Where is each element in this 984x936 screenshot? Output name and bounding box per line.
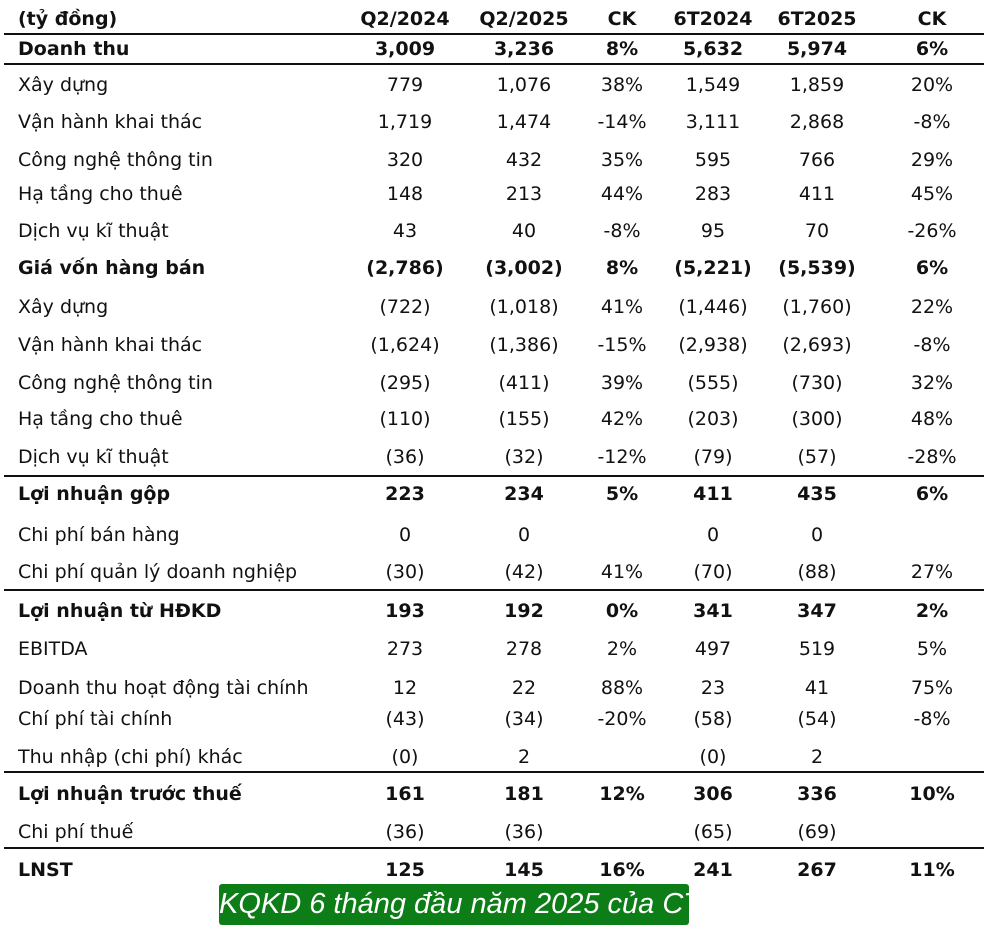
row-value: (555) bbox=[687, 372, 739, 394]
column-header-6t2024: 6T2024 bbox=[673, 8, 753, 30]
table-row bbox=[0, 70, 984, 100]
row-value: 70 bbox=[804, 220, 830, 242]
row-label: Hạ tầng cho thuê bbox=[18, 408, 183, 430]
table-row bbox=[0, 634, 984, 664]
row-value: (1,386) bbox=[489, 334, 559, 356]
row-value: 267 bbox=[797, 859, 837, 881]
row-value: 0 bbox=[810, 524, 824, 546]
row-value bbox=[872, 742, 984, 772]
column-header-q2-2025: Q2/2025 bbox=[479, 8, 569, 30]
row-value: 341 bbox=[693, 600, 733, 622]
row-value: (36) bbox=[385, 446, 425, 468]
row-value: (88) bbox=[797, 561, 837, 583]
divider bbox=[4, 589, 984, 591]
row-value: -12% bbox=[597, 446, 647, 468]
row-value: 3,009 bbox=[374, 38, 436, 60]
table-row bbox=[0, 557, 984, 587]
row-label: Lợi nhuận gộp bbox=[18, 483, 171, 505]
table-row bbox=[0, 479, 984, 509]
row-value: 223 bbox=[385, 483, 425, 505]
row-label: Chi phí thuế bbox=[18, 821, 134, 843]
row-value: 16% bbox=[599, 859, 645, 881]
row-label: Doanh thu bbox=[18, 38, 130, 60]
row-value: 2 bbox=[517, 746, 531, 768]
row-value: 241 bbox=[693, 859, 733, 881]
row-value: 23 bbox=[700, 677, 726, 699]
row-value: -26% bbox=[907, 220, 957, 242]
row-value: (30) bbox=[385, 561, 425, 583]
row-value: 29% bbox=[910, 149, 954, 171]
row-value: 41% bbox=[600, 561, 644, 583]
row-label: Chí phí tài chính bbox=[18, 708, 173, 730]
divider bbox=[4, 63, 984, 65]
row-value: 1,859 bbox=[789, 74, 845, 96]
row-value: 779 bbox=[386, 74, 424, 96]
row-value: (2,938) bbox=[678, 334, 748, 356]
row-value: (300) bbox=[791, 408, 843, 430]
row-value: 278 bbox=[505, 638, 543, 660]
row-value: -8% bbox=[913, 708, 951, 730]
row-label: Công nghệ thông tin bbox=[18, 149, 213, 171]
row-value: 38% bbox=[600, 74, 644, 96]
row-value: -8% bbox=[913, 111, 951, 133]
row-value: 10% bbox=[909, 783, 955, 805]
row-label: Lợi nhuận từ HĐKD bbox=[18, 600, 222, 622]
row-value: 12% bbox=[599, 783, 645, 805]
row-value: (5,221) bbox=[674, 257, 752, 279]
row-value: 519 bbox=[798, 638, 836, 660]
row-value: (203) bbox=[687, 408, 739, 430]
row-value: 2,868 bbox=[789, 111, 845, 133]
row-value: -28% bbox=[907, 446, 957, 468]
row-value: (155) bbox=[498, 408, 550, 430]
row-value: 39% bbox=[600, 372, 644, 394]
row-value: 0 bbox=[706, 524, 720, 546]
row-label: Dịch vụ kĩ thuật bbox=[18, 220, 169, 242]
row-label: Chi phí bán hàng bbox=[18, 524, 180, 546]
row-label: Doanh thu hoạt động tài chính bbox=[18, 677, 309, 699]
row-label: Công nghệ thông tin bbox=[18, 372, 213, 394]
row-value: 1,076 bbox=[496, 74, 552, 96]
row-value: 8% bbox=[605, 257, 639, 279]
row-value: (1,446) bbox=[678, 296, 748, 318]
row-value: (411) bbox=[498, 372, 550, 394]
row-value: 6% bbox=[915, 483, 949, 505]
table-row bbox=[0, 107, 984, 137]
row-value: (69) bbox=[797, 821, 837, 843]
row-value: (0) bbox=[699, 746, 727, 768]
row-value: (36) bbox=[385, 821, 425, 843]
table-row bbox=[0, 292, 984, 322]
row-value: -14% bbox=[597, 111, 647, 133]
row-value: 45% bbox=[910, 183, 954, 205]
row-value: (2,693) bbox=[782, 334, 852, 356]
row-value: 32% bbox=[910, 372, 954, 394]
row-value: (58) bbox=[693, 708, 733, 730]
row-value: 95 bbox=[700, 220, 726, 242]
row-value: 35% bbox=[600, 149, 644, 171]
row-value: (1,760) bbox=[782, 296, 852, 318]
row-value: 75% bbox=[910, 677, 954, 699]
row-value: 1,474 bbox=[496, 111, 552, 133]
table-row bbox=[0, 673, 984, 703]
column-header-ck-halfyear: CK bbox=[917, 8, 947, 30]
row-label: Xây dựng bbox=[18, 296, 109, 318]
row-value: 3,236 bbox=[493, 38, 555, 60]
row-value: (65) bbox=[693, 821, 733, 843]
row-value: (5,539) bbox=[778, 257, 856, 279]
row-label: Xây dựng bbox=[18, 74, 109, 96]
row-value: (1,624) bbox=[370, 334, 440, 356]
row-value: 5% bbox=[916, 638, 948, 660]
row-value: 44% bbox=[600, 183, 644, 205]
row-value: 192 bbox=[504, 600, 544, 622]
table-row bbox=[0, 779, 984, 809]
column-header-ck-quarter: CK bbox=[607, 8, 637, 30]
row-label: Vận hành khai thác bbox=[18, 334, 203, 356]
row-value: 1,549 bbox=[685, 74, 741, 96]
divider bbox=[4, 771, 984, 773]
row-value: (3,002) bbox=[485, 257, 563, 279]
table-row bbox=[0, 742, 984, 772]
row-value: 48% bbox=[910, 408, 954, 430]
table-row bbox=[0, 145, 984, 175]
row-value: 0% bbox=[605, 600, 639, 622]
row-value: (42) bbox=[504, 561, 544, 583]
row-value: (34) bbox=[504, 708, 544, 730]
row-label: Thu nhập (chi phí) khác bbox=[18, 746, 243, 768]
row-value: 22% bbox=[910, 296, 954, 318]
row-value: 42% bbox=[600, 408, 644, 430]
row-value: 595 bbox=[694, 149, 732, 171]
row-value: 193 bbox=[385, 600, 425, 622]
row-value: 6% bbox=[915, 38, 949, 60]
table-row bbox=[0, 520, 984, 550]
row-value: -20% bbox=[597, 708, 647, 730]
row-value: 5,632 bbox=[682, 38, 744, 60]
row-value: (0) bbox=[391, 746, 419, 768]
row-value: (730) bbox=[791, 372, 843, 394]
table-row bbox=[0, 330, 984, 360]
column-header-6t2025: 6T2025 bbox=[777, 8, 857, 30]
row-value: -8% bbox=[603, 220, 641, 242]
row-value: (722) bbox=[379, 296, 431, 318]
row-value: 497 bbox=[694, 638, 732, 660]
row-value: 43 bbox=[392, 220, 418, 242]
table-row bbox=[0, 368, 984, 398]
row-value: 435 bbox=[797, 483, 837, 505]
row-value: (79) bbox=[693, 446, 733, 468]
row-value: 41% bbox=[600, 296, 644, 318]
row-value: 336 bbox=[797, 783, 837, 805]
row-label: EBITDA bbox=[18, 638, 88, 660]
table-header-row bbox=[0, 4, 984, 34]
row-value: 766 bbox=[798, 149, 836, 171]
row-value: 11% bbox=[909, 859, 955, 881]
row-value bbox=[872, 817, 984, 847]
row-value: 273 bbox=[386, 638, 424, 660]
row-value: 320 bbox=[386, 149, 424, 171]
row-value: 148 bbox=[386, 183, 424, 205]
row-value: 181 bbox=[504, 783, 544, 805]
divider bbox=[4, 475, 984, 477]
divider bbox=[4, 847, 984, 849]
row-value: 5% bbox=[605, 483, 639, 505]
table-row bbox=[0, 596, 984, 626]
row-value: 2% bbox=[606, 638, 638, 660]
caption-banner: KQKD 6 tháng đầu năm 2025 của CTR bbox=[219, 884, 689, 925]
row-value: (43) bbox=[385, 708, 425, 730]
row-value: 347 bbox=[797, 600, 837, 622]
row-value: 161 bbox=[385, 783, 425, 805]
row-value: 2% bbox=[915, 600, 949, 622]
row-value: 88% bbox=[600, 677, 644, 699]
row-value: (295) bbox=[379, 372, 431, 394]
row-value: 411 bbox=[693, 483, 733, 505]
row-value: 27% bbox=[910, 561, 954, 583]
column-header-q2-2024: Q2/2024 bbox=[360, 8, 450, 30]
row-value: 306 bbox=[693, 783, 733, 805]
row-value: (2,786) bbox=[366, 257, 444, 279]
row-value: 12 bbox=[392, 677, 418, 699]
row-value: (57) bbox=[797, 446, 837, 468]
row-value: 283 bbox=[694, 183, 732, 205]
table-row bbox=[0, 404, 984, 434]
row-value bbox=[872, 520, 984, 550]
row-value: 8% bbox=[605, 38, 639, 60]
row-value: 0 bbox=[517, 524, 531, 546]
row-value: 41 bbox=[804, 677, 830, 699]
unit-label: (tỷ đồng) bbox=[18, 8, 118, 30]
row-value: -15% bbox=[597, 334, 647, 356]
row-value: 234 bbox=[504, 483, 544, 505]
table-row bbox=[0, 34, 984, 64]
row-value: -8% bbox=[913, 334, 951, 356]
table-row bbox=[0, 179, 984, 209]
row-label: Lợi nhuận trước thuế bbox=[18, 783, 242, 805]
row-value: (32) bbox=[504, 446, 544, 468]
row-label: Hạ tầng cho thuê bbox=[18, 183, 183, 205]
row-value: 125 bbox=[385, 859, 425, 881]
row-value: 22 bbox=[511, 677, 537, 699]
row-value: (1,018) bbox=[489, 296, 559, 318]
table-row bbox=[0, 817, 984, 847]
table-row bbox=[0, 704, 984, 734]
row-value: 432 bbox=[505, 149, 543, 171]
row-label: LNST bbox=[18, 859, 73, 881]
row-value: 213 bbox=[505, 183, 543, 205]
table-row bbox=[0, 855, 984, 885]
row-value: 2 bbox=[810, 746, 824, 768]
row-label: Dịch vụ kĩ thuật bbox=[18, 446, 169, 468]
row-value: 0 bbox=[398, 524, 412, 546]
row-value: 3,111 bbox=[685, 111, 741, 133]
row-label: Giá vốn hàng bán bbox=[18, 257, 206, 279]
row-value: 6% bbox=[915, 257, 949, 279]
table-row bbox=[0, 442, 984, 472]
row-value: 411 bbox=[798, 183, 836, 205]
row-value: (36) bbox=[504, 821, 544, 843]
row-value: (70) bbox=[693, 561, 733, 583]
row-value: 5,974 bbox=[786, 38, 848, 60]
table-row bbox=[0, 253, 984, 283]
row-value: (54) bbox=[797, 708, 837, 730]
row-value: 20% bbox=[910, 74, 954, 96]
row-label: Chi phí quản lý doanh nghiệp bbox=[18, 561, 298, 583]
row-value: 1,719 bbox=[377, 111, 433, 133]
table-row bbox=[0, 216, 984, 246]
row-value: 40 bbox=[511, 220, 537, 242]
row-label: Vận hành khai thác bbox=[18, 111, 203, 133]
row-value: 145 bbox=[504, 859, 544, 881]
row-value: (110) bbox=[379, 408, 431, 430]
